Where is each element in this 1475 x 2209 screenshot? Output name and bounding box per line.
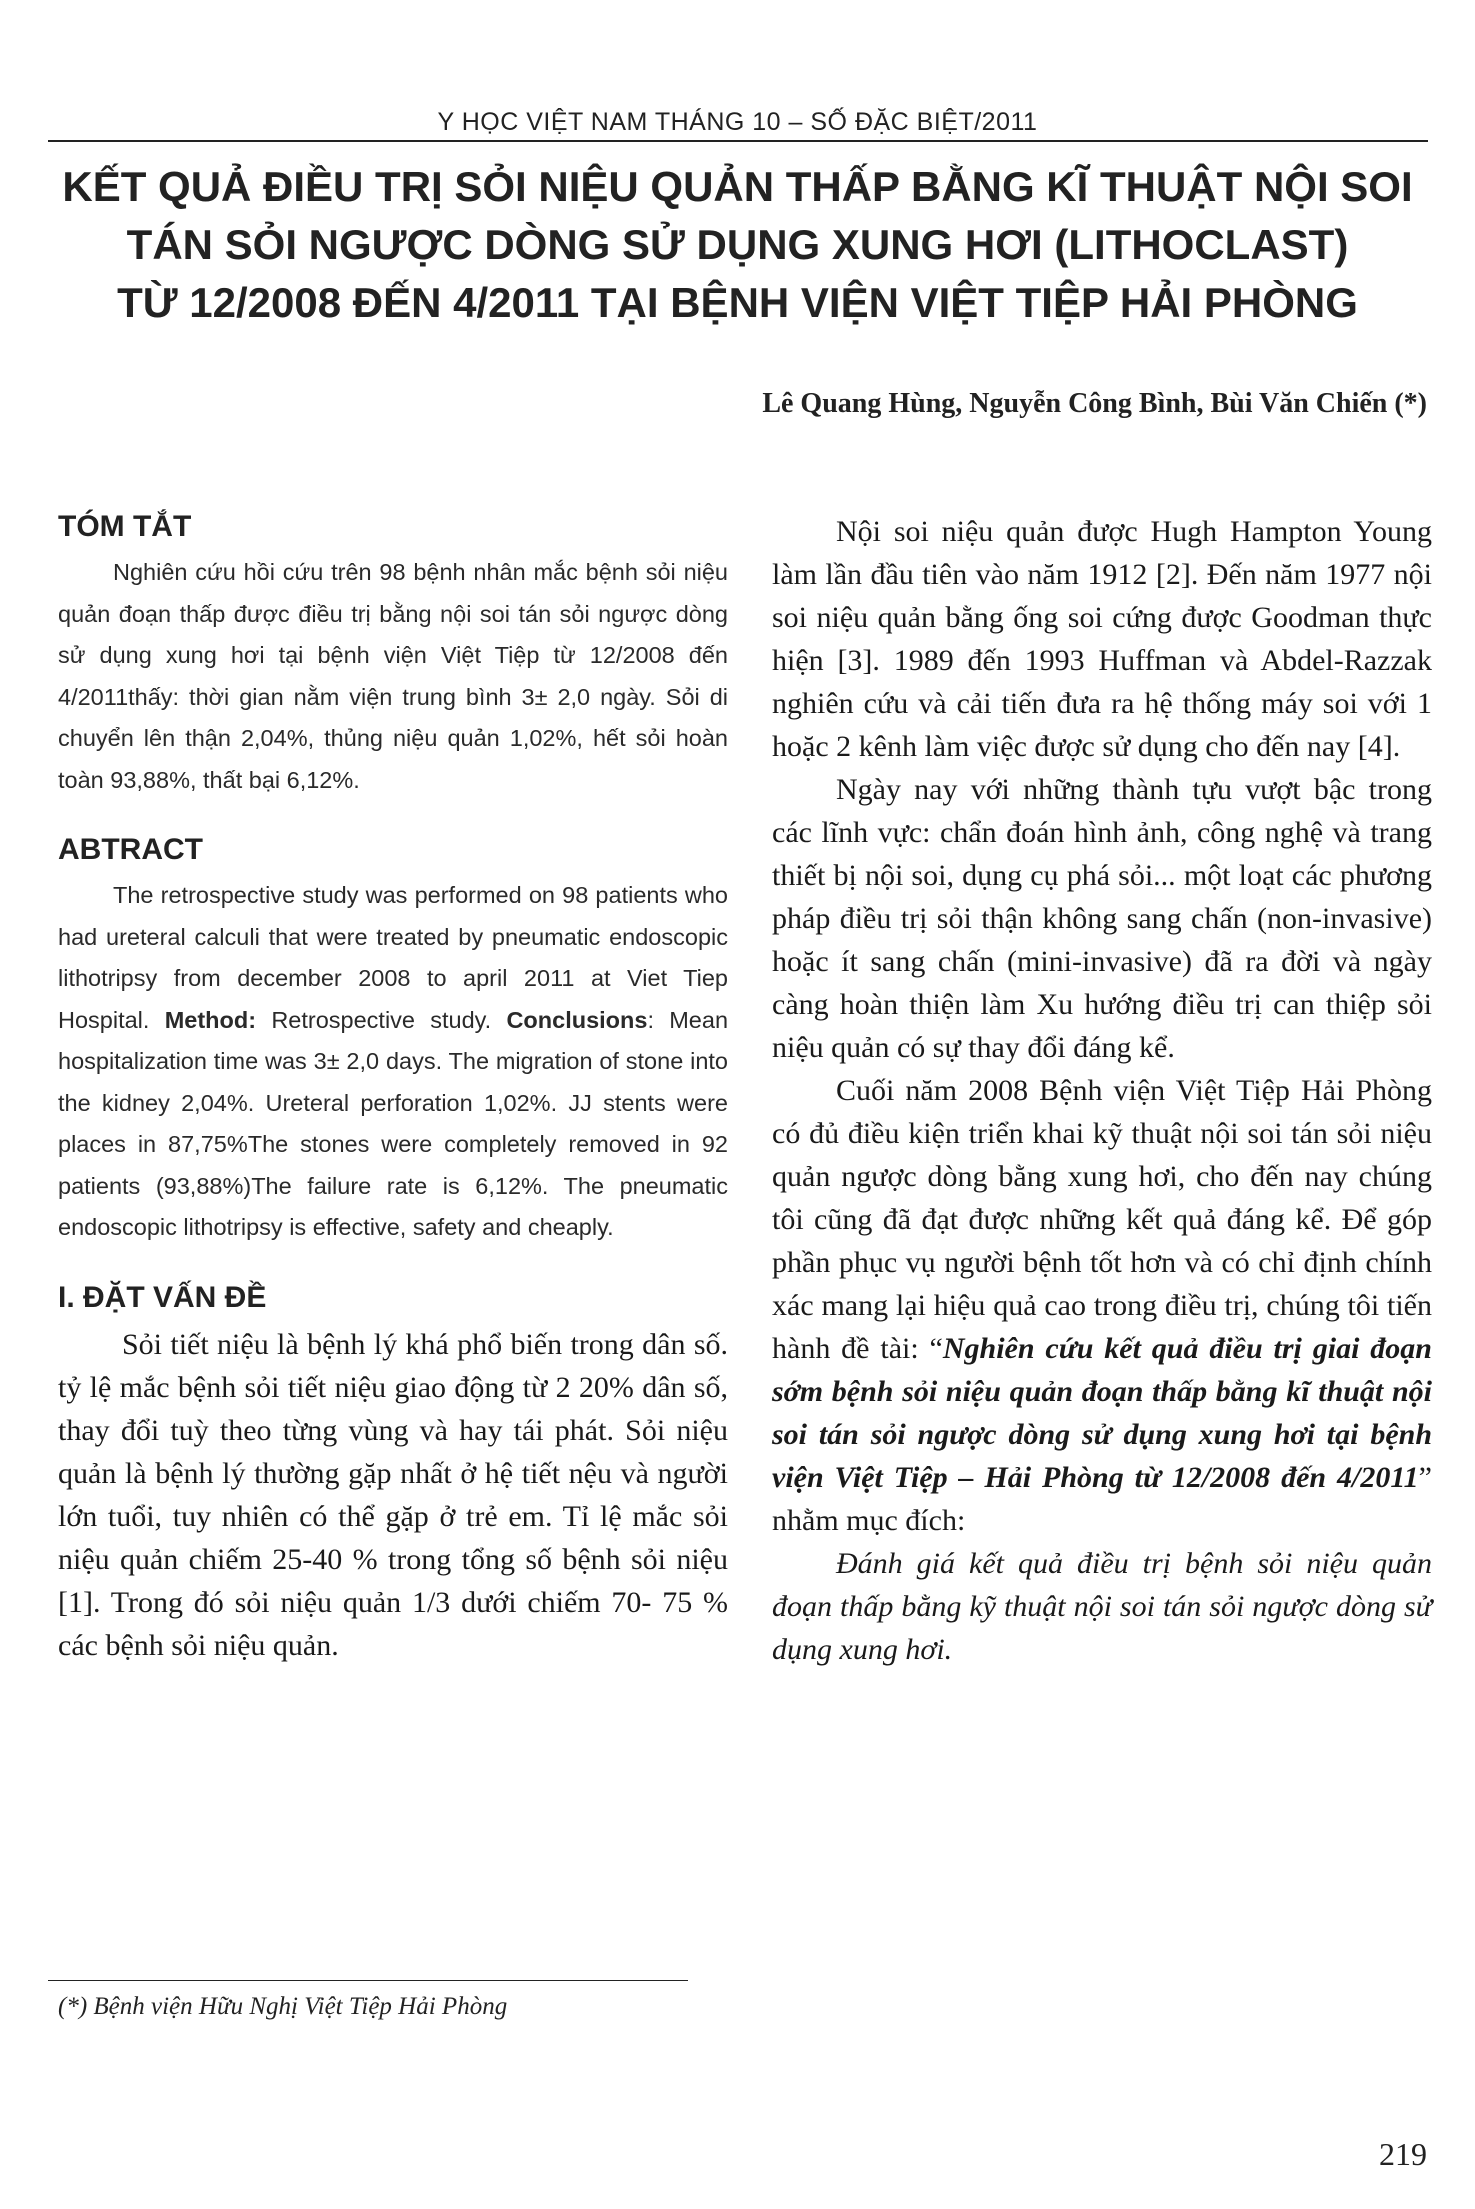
summary-text: Nghiên cứu hồi cứu trên 98 bệnh nhân mắc bệnh sỏi niệu quản đoạn thấp được điều trị bằng nội soi tán sỏi ngược dòng sử dụng xung hơi tại bệnh viện Việt Tiệp từ 12/2008 đến 4/2011thấy: thời gian nằm viện trung bình 3± 2,0 ngày. Sỏi di chuyển lên thận 2,04%, thủng niệu quản 1,02%, hết sỏi hoàn toàn 93,88%, thất bại 6,12%. [58, 559, 728, 793]
abstract-text-1: The retrospective study was performed on 98 patients who had ureteral calculi that were treated by pneumatic endoscopic lithotripsy from december 2008 to april 2011 at Viet Tiep Hospital. [58, 882, 728, 1033]
running-header: Y HỌC VIỆT NAM THÁNG 10 – SỐ ĐẶC BIỆT/2011 [437, 108, 1038, 136]
footnote-rule [48, 1980, 688, 1981]
page-number: 219 [1379, 2136, 1427, 2172]
intro-paragraph-4-end: ” nhằm mục đích: [772, 1461, 1432, 1537]
abstract-heading: ABTRACT [58, 833, 203, 866]
title-line-3: TỪ 12/2008 ĐẾN 4/2011 TẠI BỆNH VIỆN VIỆT TIỆP HẢI PHÒNG [117, 279, 1358, 326]
intro-paragraph-3: Ngày nay với những thành tựu vượt bậc trong các lĩnh vực: chẩn đoán hình ảnh, công nghệ và trang thiết bị nội soi, dụng cụ phá sỏi... một loạt các phương pháp điều trị sỏi thận không sang chấn (non-invasive) hoặc ít sang chấn (mini-invasive) đã ra đời và ngày càng hoàn thiện làm Xu hướng điều trị can thiệp sỏi niệu quản có sự thay đổi đáng kể. [772, 773, 1432, 1064]
abstract-text [58, 875, 728, 1249]
intro-paragraph-2: Nội soi niệu quản được Hugh Hampton Young làm lần đầu tiên vào năm 1912 [2]. Đến năm 1977 nội soi niệu quản bằng ống soi cứng được Goodman thực hiện [3]. 1989 đến 1993 Huffman và Abdel-Razzak nghiên cứu và cải tiến đưa ra hệ thống máy soi với 1 hoặc 2 kênh làm việc được sử dụng cho đến nay [4]. [772, 515, 1432, 763]
intro-paragraph-4 [772, 1069, 1432, 1542]
author-list: Lê Quang Hùng, Nguyễn Công Bình, Bùi Văn Chiến (*) [762, 388, 1427, 419]
study-title: Nghiên cứu kết quả điều trị giai đoạn sớm bệnh sỏi niệu quản đoạn thấp bằng kĩ thuật nội soi tán sỏi ngược dòng sử dụng xung hơi tại bệnh viện Việt Tiệp – Hải Phòng từ 12/2008 đến 4/2011 [772, 1332, 1432, 1494]
abstract-conclusions-label: Conclusions [506, 1006, 648, 1033]
abstract-conclusions-text: : Mean hospitalization time was 3± 2,0 days. The migration of stone into the kidney 2,04%. Ureteral perforation 1,02%. JJ stents were places in 87,75%The stones were completely removed in 92 patients (93,88%)The failure rate is 6,12%. The pneumatic endoscopic lithotripsy is effective, safety and cheaply. [58, 1006, 729, 1240]
title-line-1: KẾT QUẢ ĐIỀU TRỊ SỎI NIỆU QUẢN THẤP BẰNG KĨ THUẬT NỘI SOI [62, 163, 1413, 210]
left-column [58, 510, 728, 1667]
header-rule [48, 140, 1428, 142]
intro-paragraph-4-text: Cuối năm 2008 Bệnh viện Việt Tiệp Hải Phòng có đủ điều kiện triển khai kỹ thuật nội soi tán sỏi niệu quản ngược dòng bằng xung hơi, cho đến nay chúng tôi cũng đã đạt được những kết quả đáng kể. Để góp phần phục vụ người bệnh tốt hơn và có chỉ định chính xác mang lại hiệu quả cao trong điều trị, chúng tôi tiến hành đề tài: “ [772, 1074, 1432, 1365]
intro-heading: I. ĐẶT VẤN ĐỀ [58, 1280, 267, 1314]
abstract-method-label: Method: [164, 1006, 257, 1033]
right-column [772, 510, 1432, 1671]
abstract-method-text: Retrospective study. [271, 1006, 492, 1033]
study-objective: Đánh giá kết quả điều trị bệnh sỏi niệu quản đoạn thấp bằng kỹ thuật nội soi tán sỏi ngược dòng sử dụng xung hơi. [772, 1547, 1432, 1666]
article-title [40, 158, 1435, 332]
title-line-2: TÁN SỎI NGƯỢC DÒNG SỬ DỤNG XUNG HƠI (LITHOCLAST) [126, 221, 1349, 268]
summary-heading: TÓM TẮT [58, 510, 192, 543]
intro-paragraph-1: Sỏi tiết niệu là bệnh lý khá phổ biến trong dân số. tỷ lệ mắc bệnh sỏi tiết niệu giao động từ 2 20% dân số, thay đổi tuỳ theo từng vùng và hay tái phát. Sỏi niệu quản là bệnh lý thường gặp nhất ở hệ tiết nệu và người lớn tuổi, tuy nhiên có thể gặp ở trẻ em. Tỉ lệ mắc sỏi niệu quản chiếm 25-40 % trong tổng số bệnh sỏi niệu [1]. Trong đó sỏi niệu quản 1/3 dưới chiếm 70- 75 % các bệnh sỏi niệu quản. [58, 1327, 728, 1662]
footnote: (*) Bệnh viện Hữu Nghị Việt Tiệp Hải Phòng [58, 1993, 508, 2020]
